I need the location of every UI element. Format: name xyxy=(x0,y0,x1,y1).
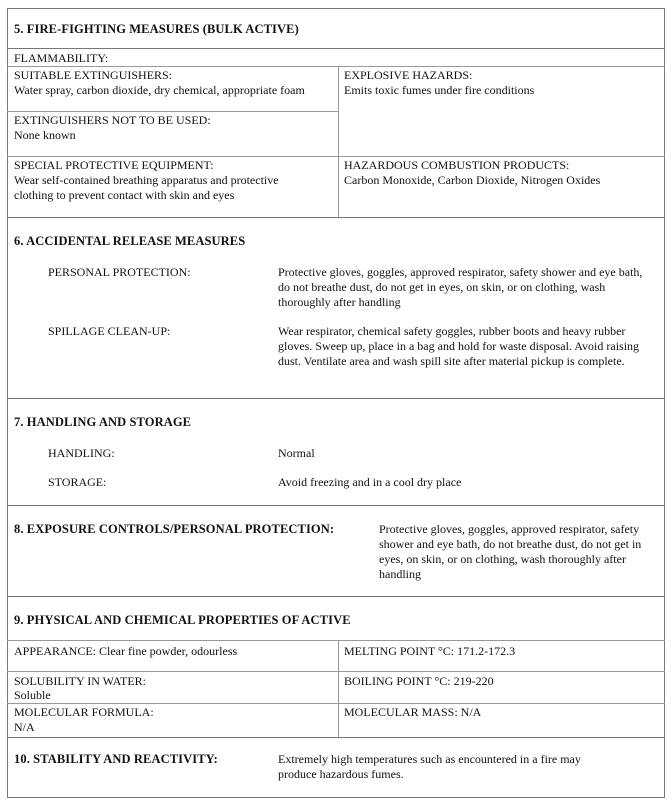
section-7-heading: 7. HANDLING AND STORAGE xyxy=(14,415,192,429)
explosive-hazards-value: Emits toxic fumes under fire conditions xyxy=(344,83,535,97)
molecular-formula-label: MOLECULAR FORMULA: xyxy=(14,705,154,719)
extinguishers-not-used-label: EXTINGUISHERS NOT TO BE USED: xyxy=(14,113,211,127)
hazardous-combustion-value: Carbon Monoxide, Carbon Dioxide, Nitrogen Oxides xyxy=(344,173,601,187)
special-protective-equipment-label: SPECIAL PROTECTIVE EQUIPMENT: xyxy=(14,158,214,172)
personal-protection-value: Protective gloves, goggles, approved respirator, safety shower and eye bath, do not breathe dust, do not get in eyes, on skin, or on clothing, wash thoroughly after handling xyxy=(278,265,643,309)
storage-value: Avoid freezing and in a cool dry place xyxy=(278,475,462,489)
section-6-heading: 6. ACCIDENTAL RELEASE MEASURES xyxy=(14,234,246,248)
special-protective-equipment-value: Wear self-contained breathing apparatus and protective clothing to prevent contact with skin and eyes xyxy=(14,173,279,202)
spillage-clean-up-value: Wear respirator, chemical safety goggles, rubber boots and heavy rubber gloves. Sweep up, place in a bag and hold for waste disposal. Avoid raising dust. Ventilate area and wash spill site after material pickup is complete. xyxy=(278,324,640,368)
section-10-heading: 10. STABILITY AND REACTIVITY: xyxy=(14,752,218,766)
flammability-label: FLAMMABILITY: xyxy=(14,51,109,65)
solubility-label: SOLUBILITY IN WATER: xyxy=(14,674,146,688)
molecular-formula-value: N/A xyxy=(14,720,35,734)
exposure-controls-value: Protective gloves, goggles, approved respirator, safety shower and eye bath, do not breathe dust, do not get in eyes, on skin, or on clothing, wash thoroughly after handling xyxy=(379,522,642,581)
spillage-clean-up-label: SPILLAGE CLEAN-UP: xyxy=(48,324,171,338)
storage-label: STORAGE: xyxy=(48,475,107,489)
section-9-heading: 9. PHYSICAL AND CHEMICAL PROPERTIES OF ACTIVE xyxy=(14,613,351,627)
molecular-mass-field: MOLECULAR MASS: N/A xyxy=(344,705,482,719)
suitable-extinguishers-value: Water spray, carbon dioxide, dry chemical, appropriate foam xyxy=(14,83,305,97)
stability-reactivity-value: Extremely high temperatures such as encountered in a fire may produce hazardous fumes. xyxy=(278,752,581,781)
boiling-point-field: BOILING POINT °C: 219-220 xyxy=(344,674,494,688)
extinguishers-not-used-value: None known xyxy=(14,128,76,142)
handling-value: Normal xyxy=(278,446,315,460)
section-5-heading: 5. FIRE-FIGHTING MEASURES (BULK ACTIVE) xyxy=(14,22,299,36)
handling-label: HANDLING: xyxy=(48,446,115,460)
solubility-value: Soluble xyxy=(14,688,51,702)
personal-protection-label: PERSONAL PROTECTION: xyxy=(48,265,191,279)
section-8-heading: 8. EXPOSURE CONTROLS/PERSONAL PROTECTION: xyxy=(14,522,335,536)
explosive-hazards-label: EXPLOSIVE HAZARDS: xyxy=(344,68,473,82)
melting-point-field: MELTING POINT °C: 171.2-172.3 xyxy=(344,644,516,658)
hazardous-combustion-label: HAZARDOUS COMBUSTION PRODUCTS: xyxy=(344,158,570,172)
suitable-extinguishers-label: SUITABLE EXTINGUISHERS: xyxy=(14,68,173,82)
appearance-field: APPEARANCE: Clear fine powder, odourless xyxy=(14,644,238,658)
